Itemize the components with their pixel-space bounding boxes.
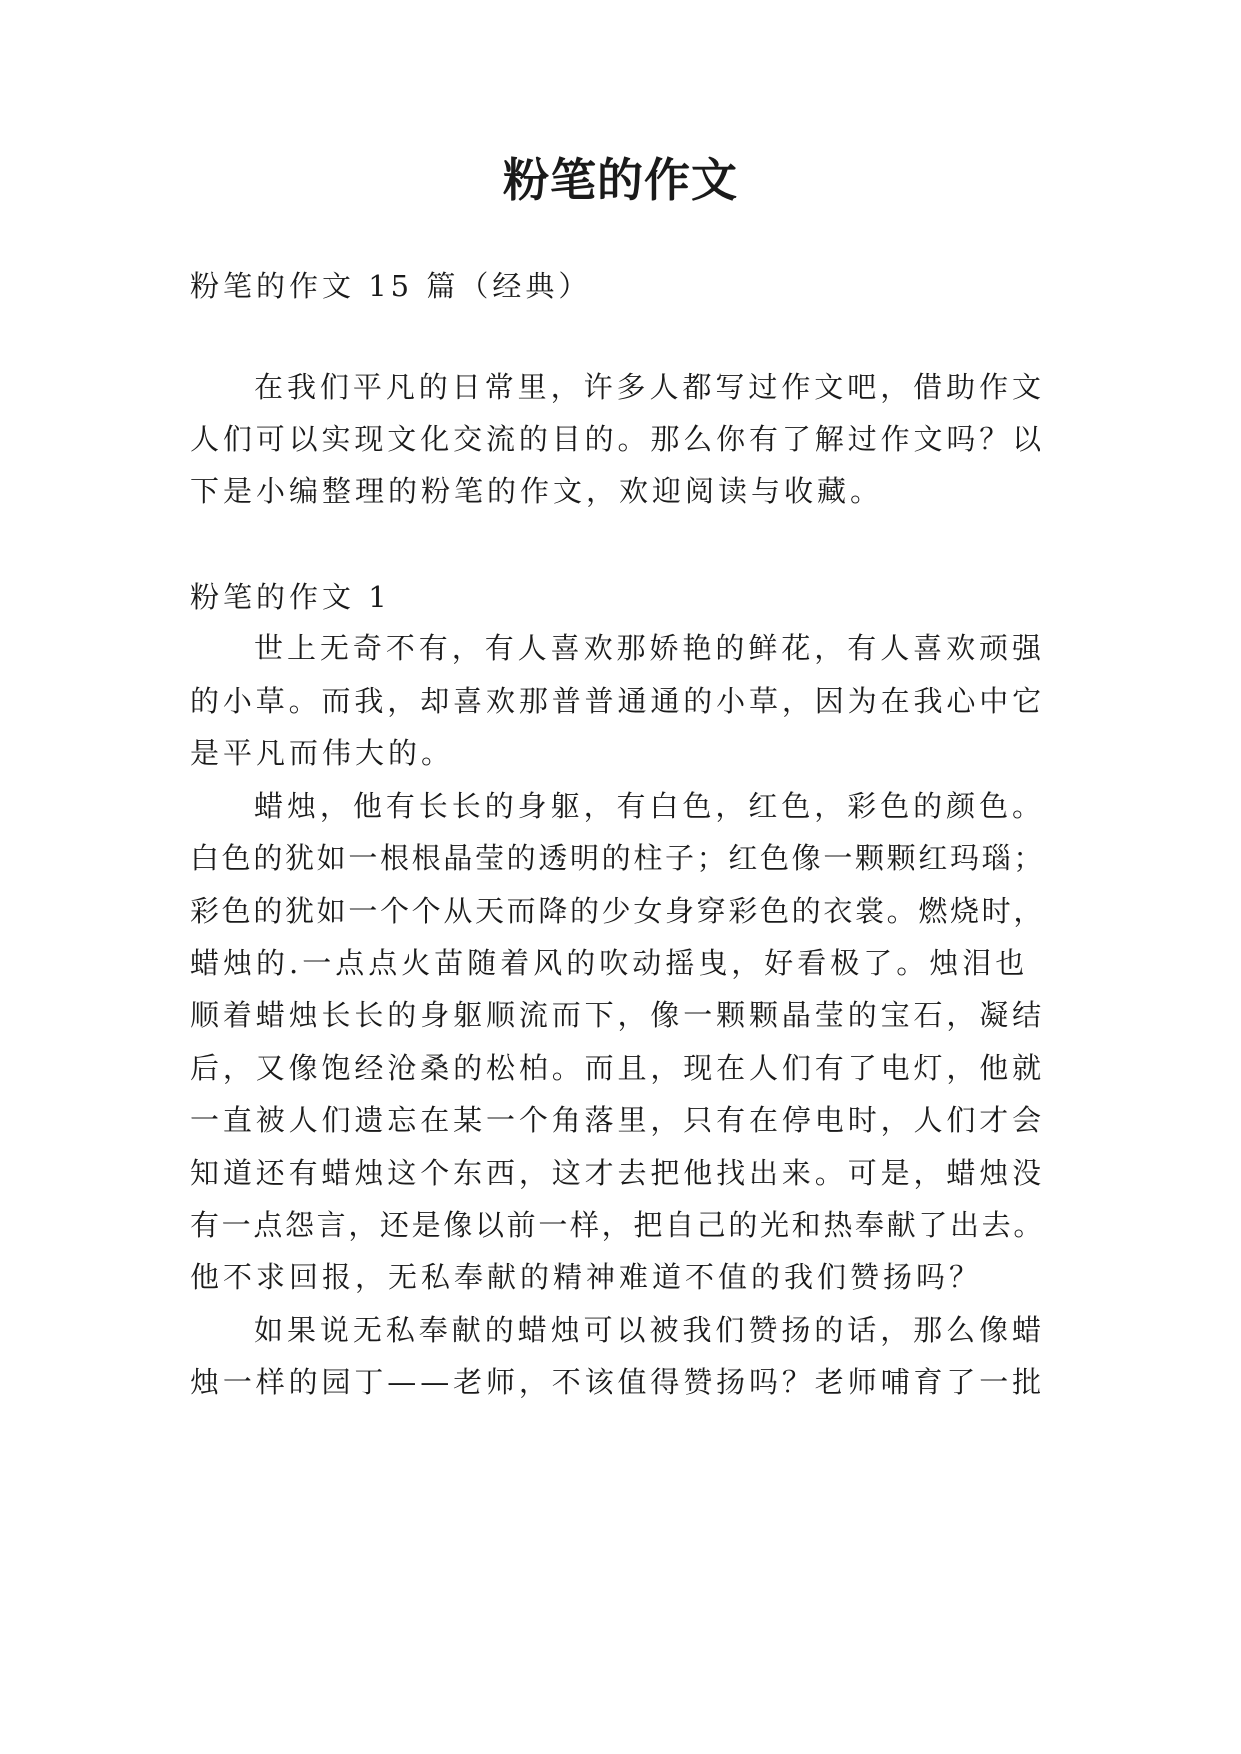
paragraph-line: 烛一样的园丁——老师，不该值得赞扬吗？老师哺育了一批	[190, 1365, 1046, 1399]
section-heading: 粉笔的作文 1	[190, 580, 391, 614]
paragraph-line: 的小草。而我，却喜欢那普普通通的小草，因为在我心中它	[190, 684, 1046, 718]
page-title: 粉笔的作文	[503, 153, 738, 207]
paragraph-line: 他不求回报，无私奉献的精神难道不值的我们赞扬吗？	[190, 1260, 983, 1294]
intro-line: 下是小编整理的粉笔的作文，欢迎阅读与收藏。	[190, 474, 884, 508]
paragraph-line: 有一点怨言，还是像以前一样，把自己的光和热奉献了出去。	[190, 1208, 1046, 1242]
paragraph-line: 后，又像饱经沧桑的松柏。而且，现在人们有了电灯，他就	[190, 1051, 1046, 1085]
paragraph-line: 蜡烛的.一点点火苗随着风的吹动摇曳，好看极了。烛泪也	[190, 946, 1029, 980]
paragraph-line: 世上无奇不有，有人喜欢那娇艳的鲜花，有人喜欢顽强	[254, 631, 1046, 665]
paragraph-line: 彩色的犹如一个个从天而降的少女身穿彩色的衣裳。燃烧时，	[190, 894, 1046, 928]
intro-line: 在我们平凡的日常里，许多人都写过作文吧，借助作文	[254, 370, 1046, 404]
paragraph-line: 蜡烛，他有长长的身躯，有白色，红色，彩色的颜色。	[254, 789, 1046, 823]
paragraph-line: 知道还有蜡烛这个东西，这才去把他找出来。可是，蜡烛没	[190, 1156, 1046, 1190]
paragraph-line: 顺着蜡烛长长的身躯顺流而下，像一颗颗晶莹的宝石，凝结	[190, 998, 1046, 1032]
paragraph-line: 如果说无私奉献的蜡烛可以被我们赞扬的话，那么像蜡	[254, 1313, 1046, 1347]
document-subtitle: 粉笔的作文 15 篇（经典）	[190, 269, 592, 303]
intro-line: 人们可以实现文化交流的目的。那么你有了解过作文吗？以	[190, 422, 1046, 456]
paragraph-line: 是平凡而伟大的。	[190, 736, 455, 770]
paragraph-line: 一直被人们遗忘在某一个角落里，只有在停电时，人们才会	[190, 1103, 1046, 1137]
paragraph-line: 白色的犹如一根根晶莹的透明的柱子；红色像一颗颗红玛瑙；	[190, 841, 1046, 875]
